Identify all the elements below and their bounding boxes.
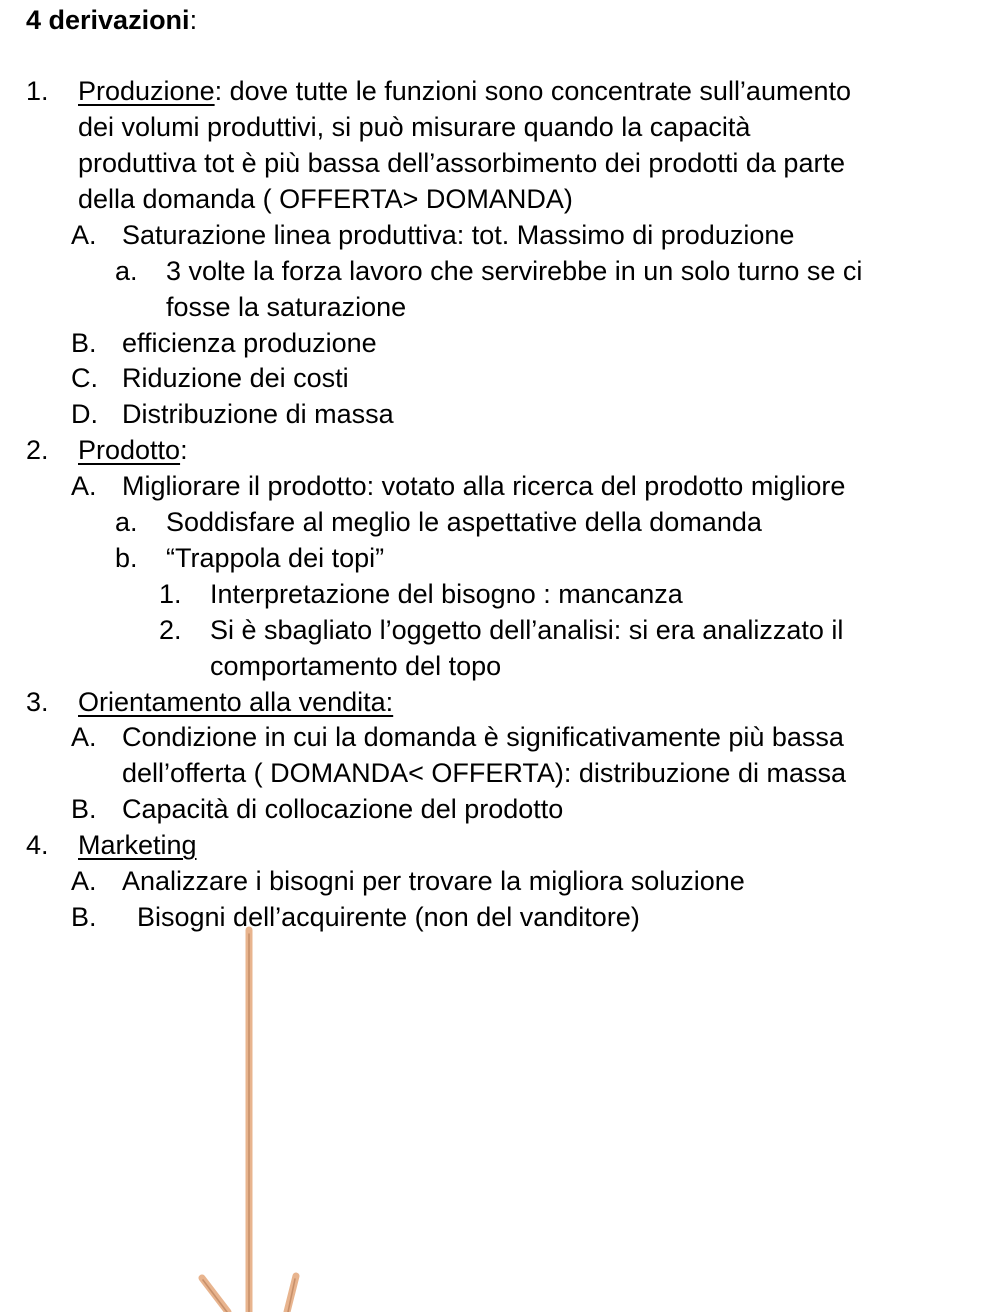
- section-number: 4.: [26, 830, 49, 860]
- section-number: 2.: [26, 435, 49, 465]
- list-marker: C.: [71, 363, 98, 393]
- list-marker: 1.: [159, 579, 182, 609]
- section-title: Prodotto: [78, 435, 181, 465]
- section-line: [78, 827, 197, 863]
- page-heading: [26, 2, 197, 38]
- arrow-stroke: [202, 930, 296, 1312]
- section-text: produttiva tot è più bassa dell’assorbimento dei prodotti da parte: [78, 148, 845, 178]
- section-title-suffix: :: [180, 435, 188, 465]
- heading-colon: :: [189, 5, 198, 35]
- list-marker: a.: [115, 507, 138, 537]
- list-marker: b.: [115, 543, 138, 573]
- section-text: : dove tutte le funzioni sono concentrate sull’aumento: [214, 76, 852, 106]
- list-item: Riduzione dei costi: [122, 363, 349, 393]
- section-number: 3.: [26, 687, 49, 717]
- list-item: 3 volte la forza lavoro che servirebbe in un solo turno se ci: [166, 256, 863, 286]
- list-marker: 2.: [159, 615, 182, 645]
- list-marker: A.: [71, 471, 97, 501]
- list-marker: a.: [115, 256, 138, 286]
- list-item: Capacità di collocazione del prodotto: [122, 794, 564, 824]
- list-item-continuation: comportamento del topo: [210, 651, 502, 681]
- list-marker: A.: [71, 220, 97, 250]
- list-item: Saturazione linea produttiva: tot. Massimo di produzione: [122, 220, 795, 250]
- list-marker: B.: [71, 902, 97, 932]
- list-item: Distribuzione di massa: [122, 399, 394, 429]
- section-text: della domanda ( OFFERTA> DOMANDA): [78, 184, 573, 214]
- list-item-continuation: dell’offerta ( DOMANDA< OFFERTA): distribuzione di massa: [122, 758, 846, 788]
- list-item: Condizione in cui la domanda è significativamente più bassa: [122, 722, 844, 752]
- list-item-continuation: fosse la saturazione: [166, 292, 407, 322]
- list-item: Migliorare il prodotto: votato alla ricerca del prodotto migliore: [122, 471, 846, 501]
- list-item: Soddisfare al meglio le aspettative della domanda: [166, 507, 762, 537]
- section-line: [78, 432, 188, 468]
- section-line: [78, 73, 851, 109]
- heading-title: 4 derivazioni: [26, 5, 190, 35]
- section-title: Orientamento alla vendita:: [78, 687, 394, 717]
- section-line: [78, 684, 393, 720]
- section-title: Produzione: [78, 76, 215, 106]
- list-marker: D.: [71, 399, 98, 429]
- list-item: Bisogni dell’acquirente (non del vanditore): [122, 902, 640, 932]
- list-item: efficienza produzione: [122, 328, 377, 358]
- list-marker: B.: [71, 794, 97, 824]
- section-number: 1.: [26, 76, 49, 106]
- list-item: “Trappola dei topi”: [166, 543, 385, 573]
- list-marker: A.: [71, 866, 97, 896]
- list-marker: B.: [71, 328, 97, 358]
- section-title: Marketing: [78, 830, 197, 860]
- list-item: Analizzare i bisogni per trovare la migliora soluzione: [122, 866, 745, 896]
- list-item: Si è sbagliato l’oggetto dell’analisi: si era analizzato il: [210, 615, 844, 645]
- section-text: dei volumi produttivi, si può misurare quando la capacità: [78, 112, 751, 142]
- list-marker: A.: [71, 722, 97, 752]
- list-item: Interpretazione del bisogno : mancanza: [210, 579, 683, 609]
